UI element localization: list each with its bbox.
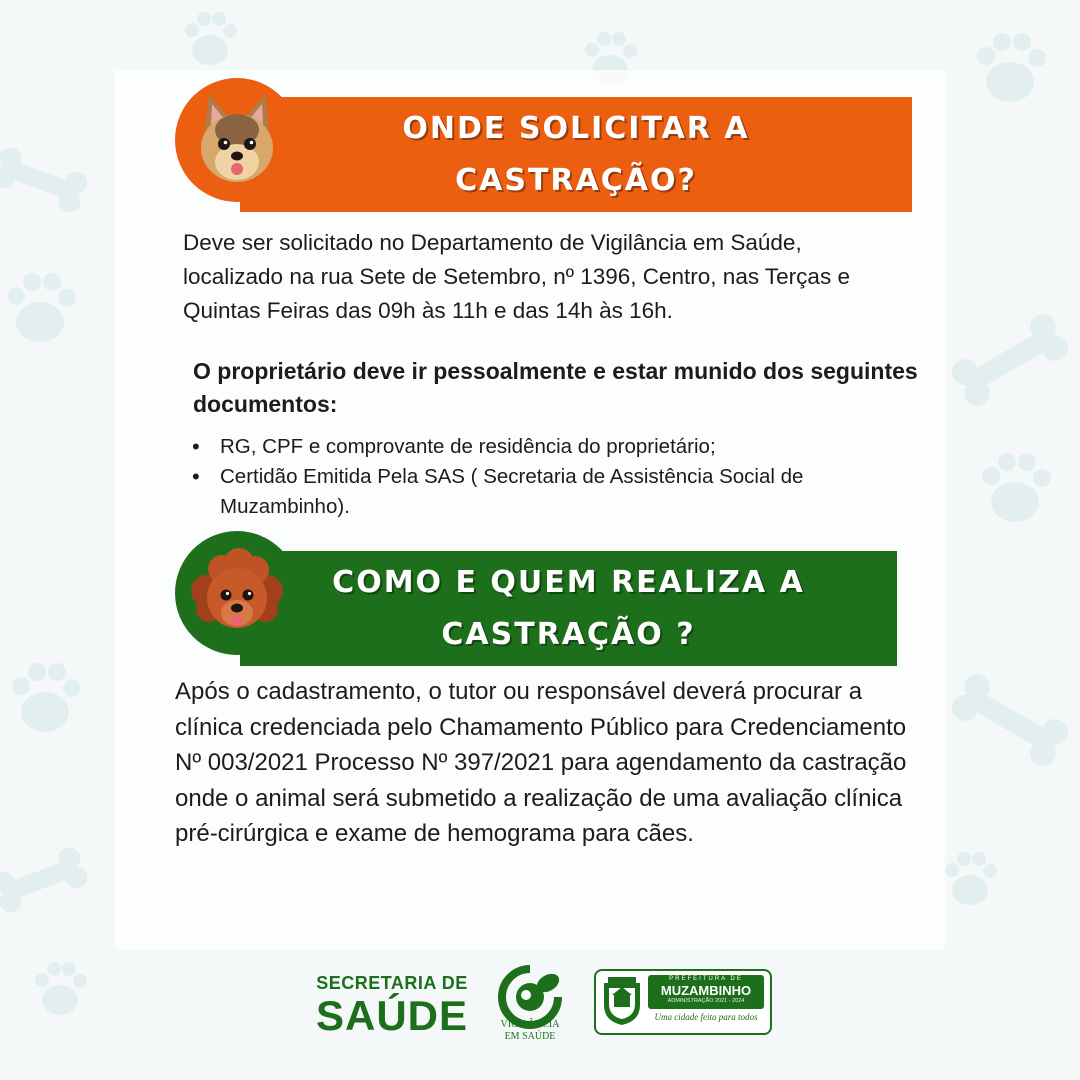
- vigilancia-logo-text: [484, 1019, 576, 1043]
- footer-logos: [0, 955, 1080, 1055]
- bone-icon: [0, 145, 90, 216]
- section1-dog-badge: [175, 78, 299, 202]
- section1-title-line2: CASTRAÇÃO?: [455, 162, 697, 198]
- paw-print-icon: [977, 33, 1046, 102]
- muz-admin: ADMINISTRAÇÃO 2021 - 2024: [667, 998, 745, 1004]
- crest-icon: [600, 975, 644, 1027]
- documents-list: [188, 432, 918, 522]
- saude-logo-big: SAÚDE: [315, 992, 469, 1039]
- muz-top: PREFEITURA DE: [669, 976, 743, 982]
- list-item: • Certidão Emitida Pela SAS ( Secretaria de Assistência Social de Muzambinho).: [188, 462, 918, 522]
- poodle-dog-icon: [187, 543, 287, 643]
- section1-title-line1: ONDE SOLICITAR A: [402, 110, 750, 146]
- section2-body: Após o cadastramento, o tutor ou responsável deverá procurar a clínica credenciada pelo Chamamento Público para Credenciamento Nº 003/2021 Processo Nº 397/2021 para agendamento da castração onde o animal será submetido a realização de uma avaliação clínica pré-cirúrgica e exame de hemograma para cães.: [175, 678, 907, 847]
- bone-icon: [947, 309, 1072, 410]
- paw-print-icon: [185, 12, 237, 65]
- vigilancia-line1: VIGILÂNCIA: [500, 1019, 560, 1030]
- paw-print-icon: [7, 273, 76, 342]
- section2-title-banner: [240, 551, 897, 666]
- prefeitura-muzambinho-logo: [594, 969, 772, 1035]
- secretaria-saude-logo: [312, 973, 472, 1038]
- section2-title-line1: COMO E QUEM REALIZA A: [332, 564, 805, 600]
- section2-dog-badge: [175, 531, 299, 655]
- bone-icon: [0, 845, 90, 916]
- muz-slogan: Uma cidade feita para todos: [654, 1012, 758, 1022]
- section2-title-line2: CASTRAÇÃO ?: [441, 616, 696, 652]
- paw-print-icon: [945, 852, 997, 905]
- section1-body: Deve ser solicitado no Departamento de Vigilância em Saúde, localizado na rua Sete de Setembro, nº 1396, Centro, nas Terças e Quintas Feiras das 09h às 11h e das 14h às 16h.: [183, 230, 850, 323]
- list-item: • RG, CPF e comprovante de residência do proprietário;: [188, 432, 918, 462]
- paw-print-icon: [982, 453, 1051, 522]
- documents-heading: O proprietário deve ir pessoalmente e estar munido dos seguintes documentos:: [193, 358, 918, 417]
- saude-logo-top: SECRETARIA DE: [316, 973, 468, 993]
- vigilancia-line2: EM SAÚDE: [504, 1031, 556, 1042]
- yorkshire-dog-icon: [187, 90, 287, 190]
- paw-print-icon: [12, 663, 81, 732]
- bone-icon: [947, 669, 1072, 770]
- muz-name: MUZAMBINHO: [660, 983, 752, 998]
- section1-title-banner: [240, 97, 912, 212]
- muzambinho-band: [648, 975, 764, 1009]
